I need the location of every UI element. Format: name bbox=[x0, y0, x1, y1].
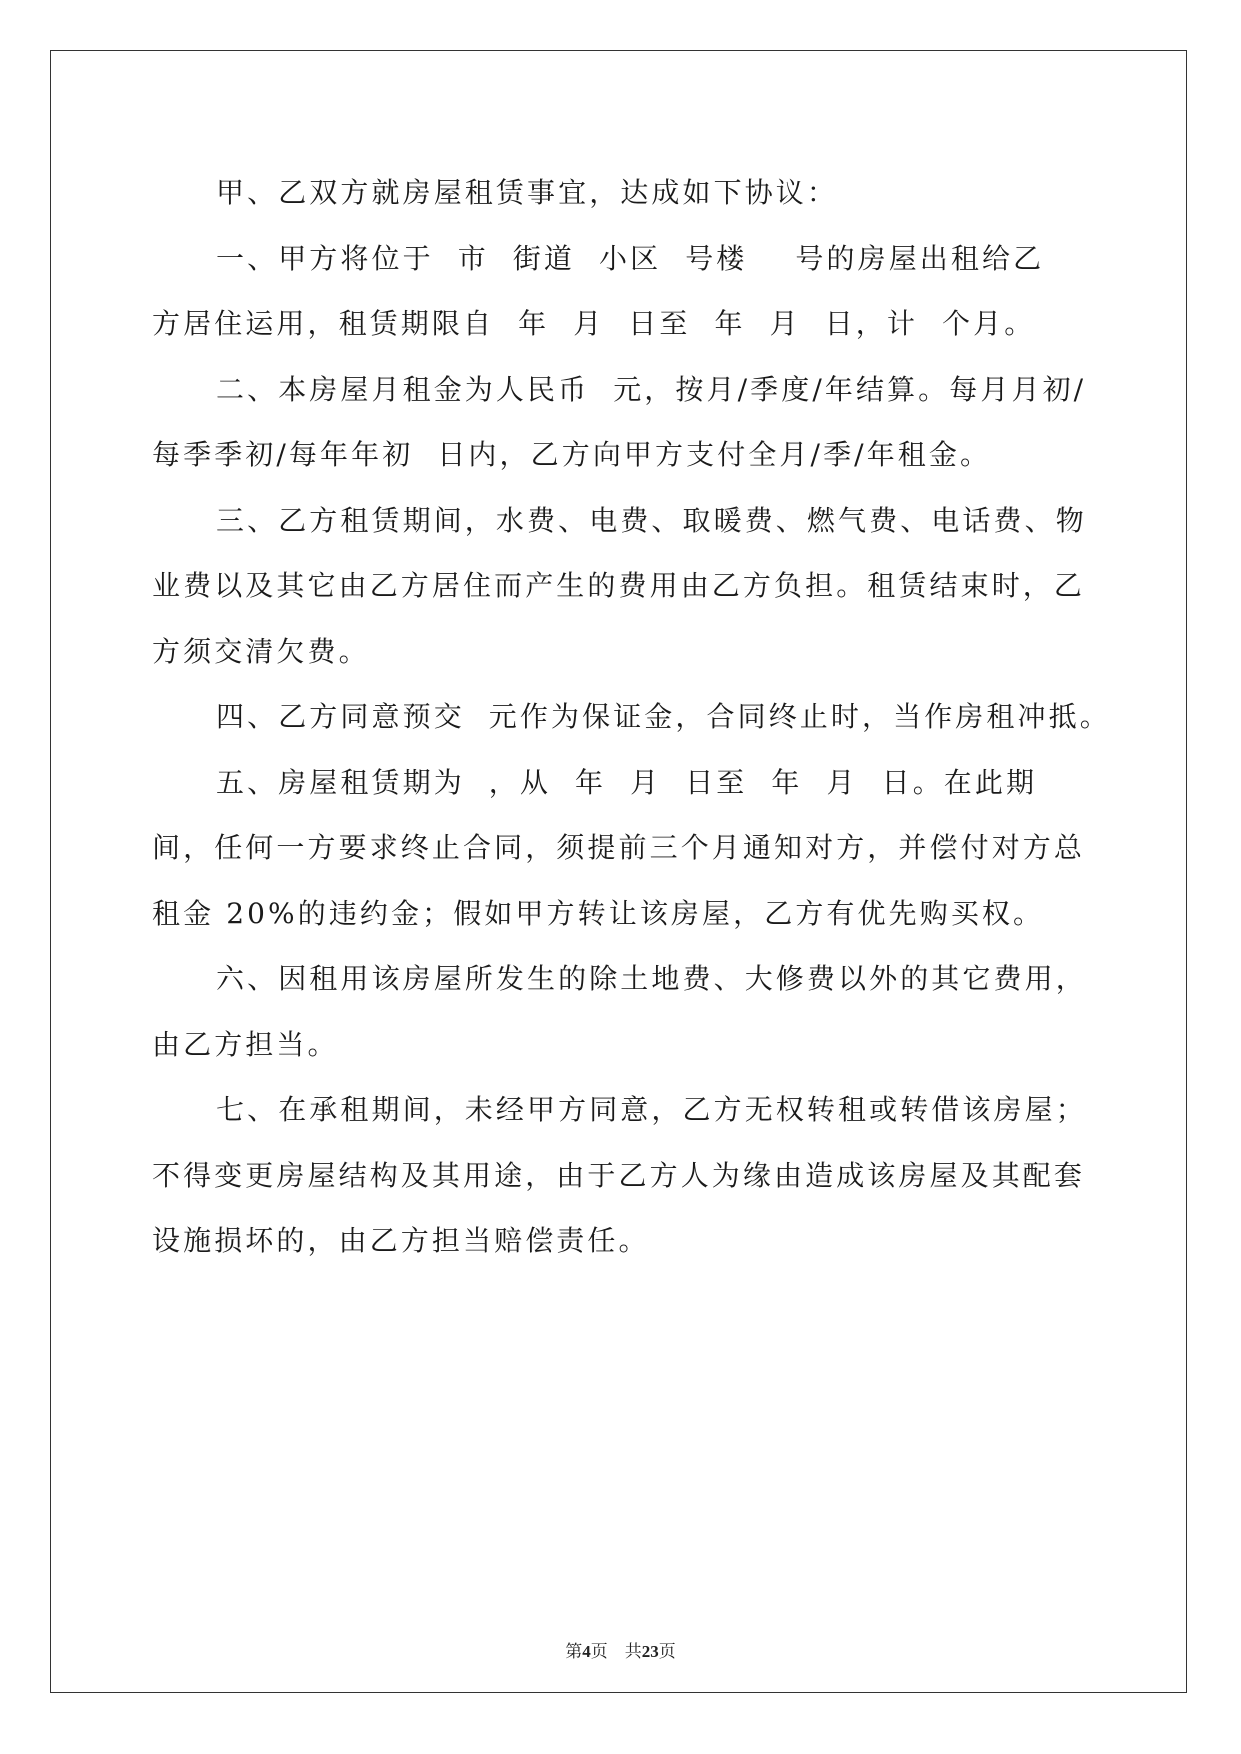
clause-3-line-3: 方须交清欠费。 bbox=[152, 634, 370, 668]
clause-5-line-2: 间，任何一方要求终止合同，须提前三个月通知对方，并偿付对方总 bbox=[152, 831, 1086, 864]
clause-1-line-1: 一、甲方将位于 市 街道 小区 号楼 号的房屋出租给乙 bbox=[216, 241, 1045, 275]
page-unit: 页 bbox=[590, 1642, 608, 1661]
paragraph-intro-line: 甲、乙双方就房屋租赁事宜，达成如下协议： bbox=[216, 176, 839, 209]
clause-5-line-3: 租金 20%的违约金；假如甲方转让该房屋，乙方有优先购买权。 bbox=[152, 896, 1045, 930]
clause-7-line-1: 七、在承租期间，未经甲方同意，乙方无权转租或转借该房屋； bbox=[216, 1093, 1087, 1126]
clause-4-line-1: 四、乙方同意预交 元作为保证金，合同终止时，当作房租冲抵。 bbox=[216, 700, 1111, 733]
document-body bbox=[152, 160, 1111, 1274]
page-number: 4 bbox=[582, 1642, 591, 1661]
clause-2-line-1: 二、本房屋月租金为人民币 元，按月/季度/年结算。每月月初/ bbox=[216, 372, 1087, 406]
page-footer bbox=[0, 1637, 1241, 1662]
clause-3-line-1: 三、乙方租赁期间，水费、电费、取暖费、燃气费、电话费、物 bbox=[216, 503, 1087, 537]
total-unit: 页 bbox=[658, 1642, 676, 1661]
clause-6-line-2: 由乙方担当。 bbox=[152, 1027, 339, 1061]
clause-7-line-3: 设施损坏的，由乙方担当赔偿责任。 bbox=[152, 1224, 650, 1257]
clause-3-line-2: 业费以及其它由乙方居住而产生的费用由乙方负担。租赁结束时，乙 bbox=[152, 569, 1086, 602]
clause-1-line-2: 方居住运用，租赁期限自 年 月 日至 年 月 日，计 个月。 bbox=[152, 307, 1036, 340]
clause-2-line-2: 每季季初/每年年初 日内，乙方向甲方支付全月/季/年租金。 bbox=[152, 438, 992, 471]
clause-6-line-1: 六、因租用该房屋所发生的除土地费、大修费以外的其它费用， bbox=[216, 962, 1087, 995]
total-prefix: 共 bbox=[624, 1642, 642, 1661]
total-pages: 23 bbox=[641, 1642, 659, 1661]
clause-7-line-2: 不得变更房屋结构及其用途，由于乙方人为缘由造成该房屋及其配套 bbox=[152, 1158, 1086, 1192]
clause-5-line-1: 五、房屋租赁期为 ，从 年 月 日至 年 月 日。在此期 bbox=[216, 765, 1038, 799]
page-prefix: 第 bbox=[565, 1642, 583, 1661]
